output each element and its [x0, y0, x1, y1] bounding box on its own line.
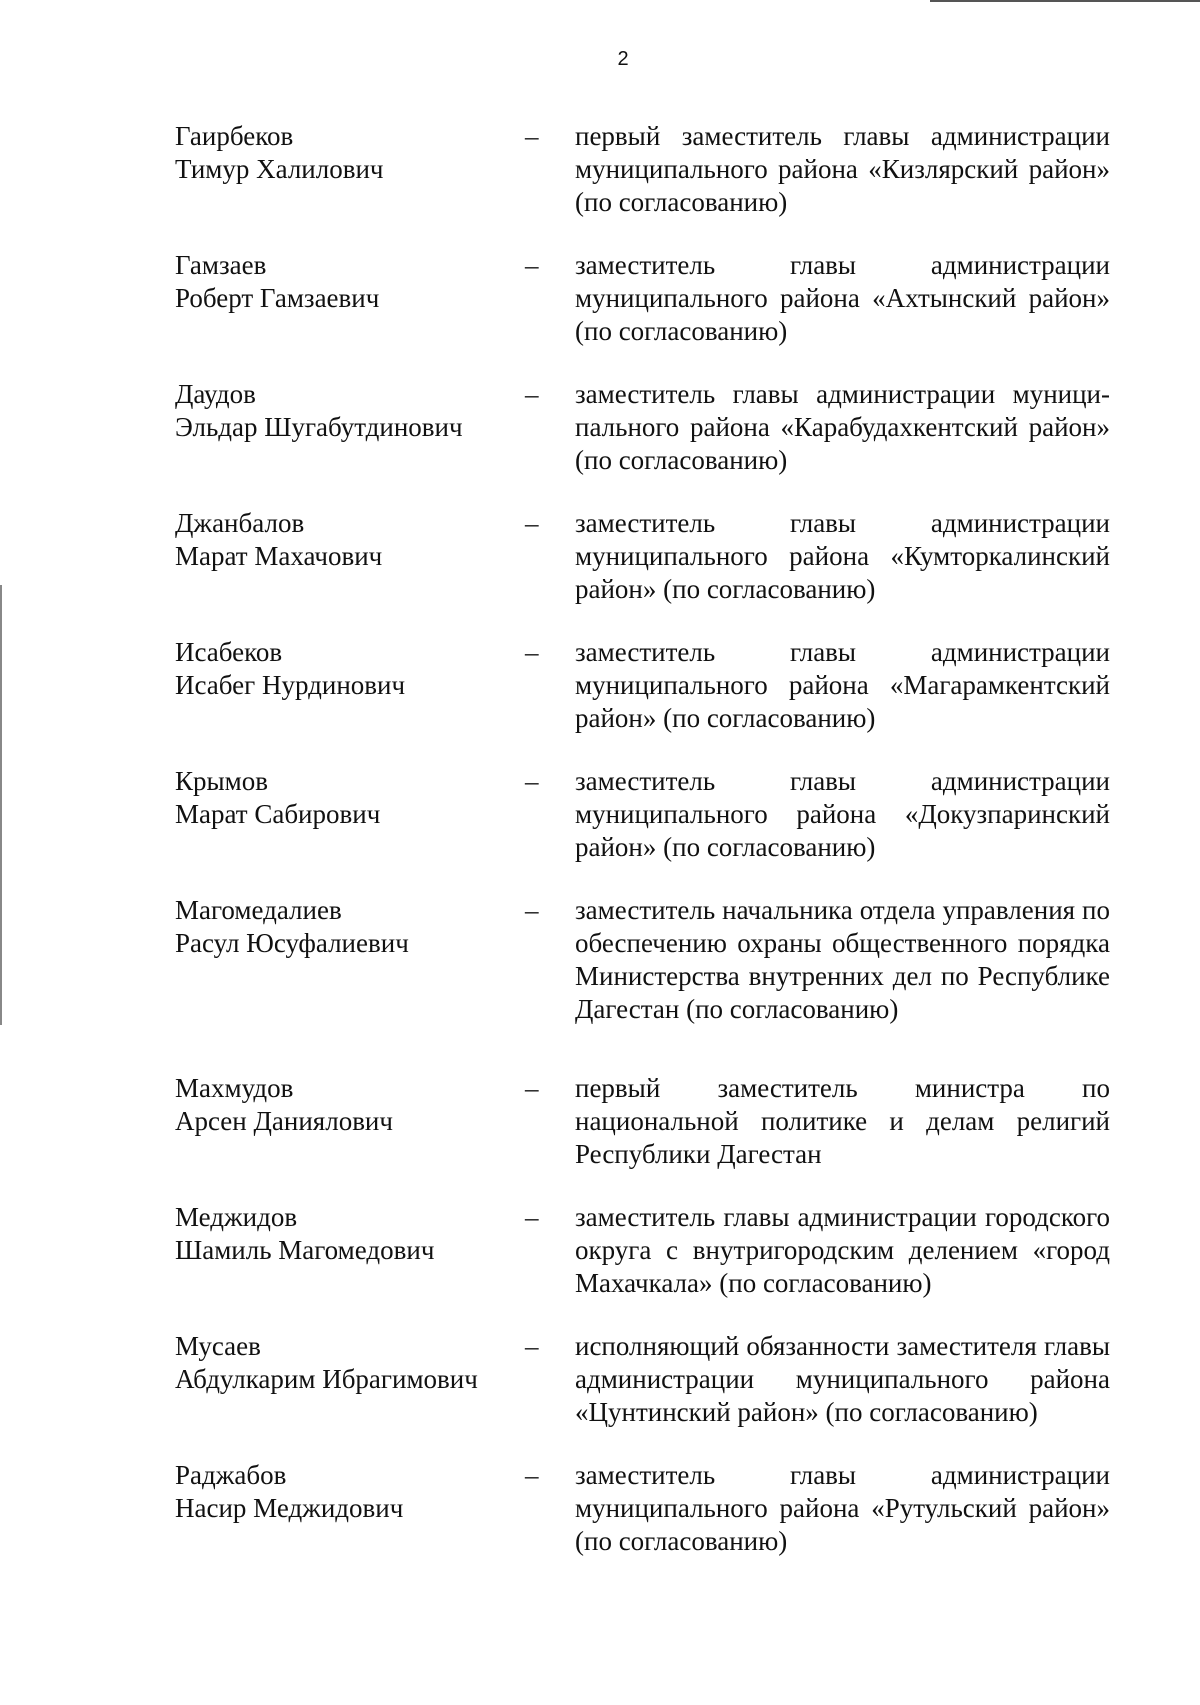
surname: Гамзаев [175, 250, 267, 280]
list-item [175, 378, 1110, 477]
given-names: Арсен Даниялович [175, 1106, 393, 1136]
person-name [175, 1201, 525, 1267]
list-item [175, 765, 1110, 864]
person-name [175, 378, 525, 444]
dash-separator: – [525, 508, 539, 538]
dash-separator: – [525, 1202, 539, 1232]
surname: Гаирбеков [175, 121, 294, 151]
list-item [175, 1459, 1110, 1558]
surname: Исабеков [175, 637, 283, 667]
position-description: заместитель главы администрации муниципального района «Магарамкентский район» (по согласованию) [575, 637, 1110, 733]
given-names: Исабег Нурдинович [175, 670, 406, 700]
surname: Меджидов [175, 1202, 298, 1232]
surname: Джанбалов [175, 508, 305, 538]
given-names: Шамиль Магомедович [175, 1235, 435, 1265]
surname: Мусаев [175, 1331, 261, 1361]
given-names: Марат Сабирович [175, 799, 381, 829]
dash-separator: – [525, 379, 539, 409]
scan-edge-mark-top [930, 0, 1200, 2]
position-description: заместитель начальника отдела управления по обеспечению охраны общественного порядка Министерства внутренних дел по Республике Дагестан (по согласованию) [575, 895, 1110, 1024]
person-name [175, 636, 525, 702]
person-name [175, 120, 525, 186]
dash-separator: – [525, 895, 539, 925]
surname: Крымов [175, 766, 268, 796]
person-name [175, 249, 525, 315]
position-description: заместитель главы администрации муниципального района «Докузпаринский район» (по согласованию) [575, 766, 1110, 862]
list-item [175, 249, 1110, 348]
list-item [175, 507, 1110, 606]
position-description: заместитель главы администрации муниципального района «Рутульский район» (по согласованию) [575, 1460, 1110, 1556]
page-number: 2 [617, 48, 629, 70]
list-item [175, 636, 1110, 735]
surname: Даудов [175, 379, 256, 409]
given-names: Расул Юсуфалиевич [175, 928, 409, 958]
person-name [175, 1330, 525, 1396]
person-name [175, 1459, 525, 1525]
given-names: Эльдар Шугабутдинович [175, 412, 463, 442]
surname: Магомедалиев [175, 895, 342, 925]
given-names: Тимур Халилович [175, 154, 384, 184]
surname: Махмудов [175, 1073, 294, 1103]
list-item [175, 1330, 1110, 1429]
dash-separator: – [525, 766, 539, 796]
list-item [175, 1201, 1110, 1300]
given-names: Насир Меджидович [175, 1493, 404, 1523]
person-name [175, 894, 525, 960]
given-names: Абдулкарим Ибрагимович [175, 1364, 478, 1394]
person-name [175, 507, 525, 573]
person-name [175, 765, 525, 831]
dash-separator: – [525, 1331, 539, 1361]
dash-separator: – [525, 121, 539, 151]
position-description: заместитель главы администрации муниципального района «Кумторкалинский район» (по согласованию) [575, 508, 1110, 604]
list-item [175, 120, 1110, 219]
position-description: заместитель главы администрации городского округа с внутригородским делением «город Махачкала» (по согласованию) [575, 1202, 1110, 1298]
dash-separator: – [525, 250, 539, 280]
position-description: первый заместитель главы администрации муниципального района «Кизлярский район» (по согласованию) [575, 121, 1110, 217]
dash-separator: – [525, 1073, 539, 1103]
dash-separator: – [525, 1460, 539, 1490]
position-description: заместитель главы администрации муниципального района «Ахтынский район» (по согласованию) [575, 250, 1110, 346]
surname: Раджабов [175, 1460, 287, 1490]
position-description: заместитель главы администрации муниципального района «Карабудахкентский район» (по согласованию) [575, 379, 1110, 475]
scan-edge-mark-left [0, 585, 2, 1025]
given-names: Марат Махачович [175, 541, 383, 571]
list-item [175, 1072, 1110, 1171]
person-name [175, 1072, 525, 1138]
given-names: Роберт Гамзаевич [175, 283, 380, 313]
list-item [175, 894, 1110, 1026]
dash-separator: – [525, 637, 539, 667]
position-description: первый заместитель министра по национальной политике и делам религий Республики Дагестан [575, 1073, 1110, 1169]
members-list [175, 120, 1110, 1588]
position-description: исполняющий обязанности заместителя главы администрации муниципального района «Цунтинский район» (по согласованию) [575, 1331, 1110, 1427]
